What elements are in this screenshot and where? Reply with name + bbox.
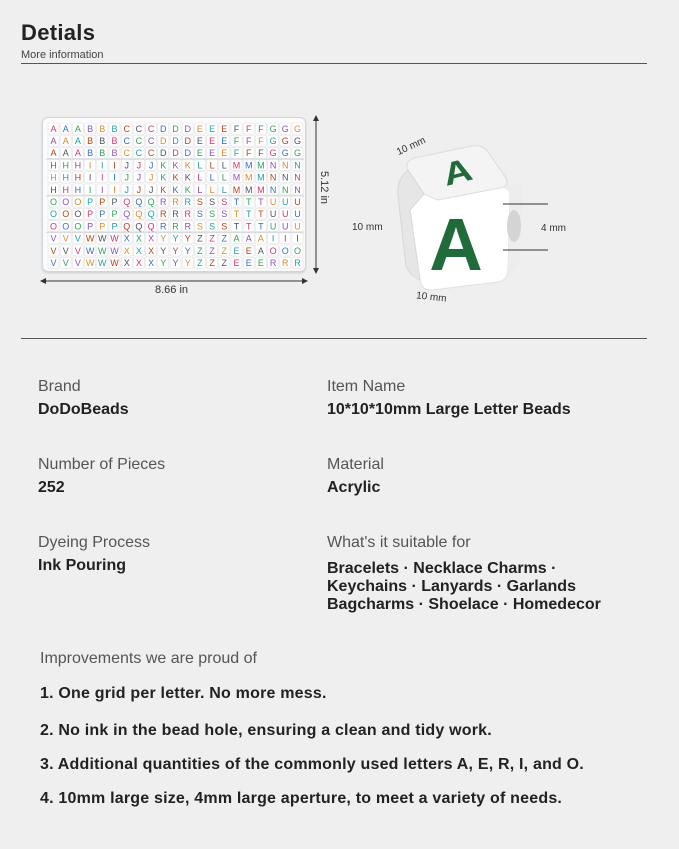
- bead-letter: H: [62, 160, 69, 171]
- bead-letter: U: [282, 197, 289, 207]
- bead-letter: U: [294, 197, 301, 207]
- bead-letter: S: [221, 221, 228, 232]
- bead-letter: V: [62, 258, 69, 268]
- bead-letter: R: [160, 197, 167, 207]
- bead-letter: N: [294, 172, 301, 183]
- bead-letter: W: [85, 245, 95, 256]
- bead-letter: L: [197, 172, 203, 183]
- improvement-item: 4. 10mm large size, 4mm large aperture, to meet a variety of needs.: [40, 790, 563, 807]
- bead-letter: C: [147, 123, 155, 134]
- bead-letter: A: [245, 233, 252, 244]
- bead-letter: S: [221, 197, 228, 207]
- bead-letter: U: [269, 197, 277, 207]
- bead-letter: Q: [147, 221, 155, 232]
- bead-letter: Q: [123, 197, 131, 207]
- bead-letter: F: [258, 136, 264, 146]
- spec-label: Item Name: [327, 378, 406, 395]
- bead-letter: P: [111, 209, 118, 220]
- bead-letter: P: [111, 221, 118, 232]
- bead-letter: E: [221, 148, 228, 159]
- improvement-item: 1. One grid per letter. No more mess.: [40, 685, 327, 702]
- bead-letter: Z: [221, 258, 228, 268]
- bead-top-letter: A: [439, 150, 476, 193]
- bead-letter: D: [172, 136, 179, 146]
- bead-letter: T: [245, 197, 252, 207]
- bead-letter: Q: [135, 221, 143, 232]
- bead-letter: T: [233, 209, 240, 220]
- bead-letter: D: [160, 136, 167, 146]
- bead-letter: A: [62, 148, 69, 159]
- bead-letter: E: [196, 136, 203, 146]
- improvements-title: Improvements we are proud of: [40, 650, 257, 667]
- bead-letter: G: [293, 123, 302, 134]
- bead-letter: W: [85, 233, 95, 244]
- bead-letter: F: [233, 123, 240, 134]
- bead-letter: I: [113, 160, 116, 171]
- bead-letter: K: [160, 160, 167, 171]
- bead-letter: Y: [160, 245, 167, 256]
- bead-letter: D: [172, 123, 179, 134]
- bead-letter: D: [172, 148, 179, 159]
- bead-letter: R: [172, 209, 179, 220]
- bead-letter: E: [209, 136, 216, 146]
- spec-label: What's it suitable for: [327, 534, 471, 551]
- bead-letter: M: [257, 184, 265, 195]
- bead-letter: V: [50, 258, 57, 268]
- bead-letter: I: [113, 184, 116, 195]
- spec-label: Number of Pieces: [38, 456, 166, 473]
- bead-letter: D: [184, 136, 191, 146]
- bead-letter: I: [88, 160, 92, 171]
- bead-letter: B: [111, 148, 118, 159]
- spec-brand: [38, 378, 129, 418]
- bead-letter: X: [148, 245, 155, 256]
- bead-letter: O: [62, 221, 70, 232]
- bead-letter: V: [74, 233, 81, 244]
- bead-letter: J: [148, 160, 154, 171]
- bead-letter: M: [244, 184, 253, 195]
- bead-letter: I: [101, 160, 104, 171]
- bead-letter: C: [123, 148, 130, 159]
- bead-letter: E: [209, 148, 216, 159]
- improvement-item: 2. No ink in the bead hole, ensuring a clean and tidy work.: [40, 722, 492, 739]
- bead-letter: Z: [209, 245, 215, 256]
- bead-letter: N: [269, 172, 277, 183]
- bead-letter: X: [123, 258, 130, 268]
- bead-letter: A: [50, 148, 57, 159]
- bead-letter: A: [74, 123, 81, 134]
- bead-letter: L: [221, 172, 227, 183]
- spec-value-line: Keychains · Lanyards · Garlands: [327, 578, 576, 595]
- bead-letter: I: [284, 233, 287, 244]
- bead-letter: Y: [184, 233, 191, 244]
- bead-top-dimension: 10 mm: [395, 135, 428, 158]
- bead-letter: T: [258, 221, 264, 232]
- bead-letter: J: [136, 184, 142, 195]
- bead-letter: E: [196, 148, 203, 159]
- bead-letter: G: [269, 123, 277, 134]
- bead-letter: E: [245, 258, 252, 268]
- bead-letter: N: [282, 160, 289, 171]
- spec-value: 10*10*10mm Large Letter Beads: [327, 401, 571, 418]
- bead-letter: N: [269, 160, 277, 171]
- bead-letter: J: [148, 172, 154, 183]
- bead-letter: P: [99, 197, 106, 207]
- bead-letter: V: [74, 245, 81, 256]
- bead-letter: D: [160, 148, 167, 159]
- bead-letter: I: [88, 172, 92, 183]
- bead-letter: B: [87, 148, 94, 159]
- bead-letter: A: [50, 136, 57, 146]
- bead-letter: P: [99, 221, 106, 232]
- bead-letter: T: [245, 221, 252, 232]
- bead-letter: C: [123, 136, 130, 146]
- bead-letter: P: [87, 221, 94, 232]
- bead-letter: H: [74, 184, 82, 195]
- bead-letter: Y: [160, 258, 167, 268]
- bead-letter: G: [293, 148, 302, 159]
- bead-letter: P: [87, 209, 94, 220]
- tray-width-label: 8.66 in: [155, 284, 189, 296]
- bead-letter: Y: [184, 245, 191, 256]
- page-subtitle: More information: [21, 49, 104, 61]
- bead-letter: U: [269, 221, 277, 232]
- bead-letter: H: [50, 160, 57, 171]
- bead-letter: I: [101, 172, 104, 183]
- bead-letter: M: [257, 160, 265, 171]
- bead-letter: O: [49, 221, 58, 232]
- bead-letter: I: [113, 172, 116, 183]
- bead-letter: E: [209, 123, 216, 134]
- bead-letter: R: [184, 209, 191, 220]
- bead-letter: O: [74, 209, 82, 220]
- bead-letter: I: [88, 184, 92, 195]
- bead-letter: C: [147, 148, 155, 159]
- bead-hole-dimension: 4 mm: [541, 223, 566, 234]
- bead-letter: P: [87, 197, 94, 207]
- spec-label: Dyeing Process: [38, 534, 151, 551]
- bead-letter: T: [258, 197, 264, 207]
- bead-letter: A: [62, 136, 69, 146]
- bead-letter: H: [74, 172, 82, 183]
- bead-letter: U: [282, 221, 289, 232]
- spec-dyeing: [38, 534, 150, 574]
- bead-letter: Q: [135, 209, 143, 220]
- spec-value-line: Bagcharms · Shoelace · Homedecor: [327, 596, 601, 613]
- bead-letter: V: [62, 245, 69, 256]
- bead-letter: B: [87, 136, 94, 146]
- bead-letter: D: [184, 123, 191, 134]
- bead-letter: L: [209, 172, 215, 183]
- bead-letter: Y: [160, 233, 167, 244]
- bead-letter: K: [160, 184, 167, 195]
- bead-letter: L: [197, 160, 203, 171]
- bead-letter: F: [233, 136, 240, 146]
- bead-letter: S: [209, 221, 216, 232]
- bead-letter: O: [74, 221, 82, 232]
- bead-letter: O: [281, 245, 289, 256]
- bead-left-dimension: 10 mm: [352, 222, 383, 233]
- bead-letter: I: [101, 184, 104, 195]
- bead-letter: Q: [123, 209, 131, 220]
- bead-letter: P: [99, 209, 106, 220]
- bead-letter: L: [209, 160, 215, 171]
- spec-value: DoDoBeads: [38, 401, 129, 418]
- bead-letter: E: [233, 258, 240, 268]
- bead-letter: F: [233, 148, 240, 159]
- bead-letter: M: [244, 160, 253, 171]
- bead-letter: I: [271, 233, 275, 244]
- bead-letter: H: [74, 160, 82, 171]
- bead-letter: L: [197, 184, 203, 195]
- bead-letter: H: [50, 184, 57, 195]
- bead-letter: Q: [135, 197, 143, 207]
- bead-letter: R: [172, 197, 179, 207]
- bead-letter: M: [244, 172, 253, 183]
- bead-letter: B: [87, 123, 94, 134]
- bead-letter: V: [50, 233, 57, 244]
- bead-letter: C: [135, 136, 143, 146]
- bead-letter: S: [221, 209, 228, 220]
- bead-letter: D: [184, 148, 191, 159]
- spec-label: Material: [327, 456, 384, 473]
- bead-letter: S: [196, 209, 203, 220]
- bead-letter: H: [50, 172, 57, 183]
- tray-height-label: 5.12 in: [318, 171, 330, 205]
- bead-letter: N: [294, 160, 301, 171]
- bead-letter: E: [233, 245, 240, 256]
- bead-letter: G: [269, 136, 277, 146]
- middle-divider: [21, 338, 647, 339]
- bead-letter: O: [62, 197, 70, 207]
- spec-pieces: [38, 456, 165, 496]
- bead-letter: Q: [147, 209, 155, 220]
- bead-letter: K: [172, 172, 179, 183]
- bead-letter: N: [269, 184, 277, 195]
- product-figure: [0, 0, 679, 340]
- bead-letter: W: [98, 233, 107, 244]
- bead-letter: P: [111, 197, 118, 207]
- bead-letter: J: [124, 184, 129, 195]
- bead-letter: G: [281, 148, 289, 159]
- bead-letter: S: [196, 197, 203, 207]
- bead-letter: X: [123, 233, 130, 244]
- bead-letter: V: [74, 258, 81, 268]
- bead-letter: M: [232, 184, 241, 195]
- bead-letter: B: [99, 136, 106, 146]
- bead-letter: H: [62, 172, 69, 183]
- bead-letter: O: [293, 245, 302, 256]
- bead-letter: F: [258, 123, 264, 134]
- bead-letter: K: [160, 172, 167, 183]
- bead-letter: U: [269, 209, 277, 220]
- spec-value: Ink Pouring: [38, 557, 126, 574]
- page-title: Detials: [21, 20, 96, 45]
- bead-letter: U: [294, 221, 301, 232]
- bead-letter: I: [296, 233, 299, 244]
- bead-letter: K: [172, 160, 179, 171]
- bead-letter: J: [148, 184, 154, 195]
- spec-material: [327, 456, 384, 496]
- spec-item-name: [327, 378, 571, 418]
- improvement-item: 3. Additional quantities of the commonly used letters A, E, R, I, and O.: [40, 756, 584, 773]
- bead-letter: W: [85, 258, 95, 268]
- bead-letter: B: [99, 123, 106, 134]
- bead-letter: Y: [184, 258, 191, 268]
- bead-front-letter: A: [429, 203, 483, 286]
- bead-letter: N: [282, 184, 289, 195]
- bead-letter: T: [258, 209, 264, 220]
- bead-letter: O: [62, 209, 70, 220]
- bead-letter: W: [110, 245, 119, 256]
- bead-letter: T: [233, 221, 240, 232]
- bead-letter: L: [209, 184, 215, 195]
- bead-bottom-dimension: 10 mm: [415, 290, 448, 305]
- bead-letter: K: [184, 172, 191, 183]
- bead-letter: G: [281, 136, 289, 146]
- bead-letter: J: [124, 160, 129, 171]
- bead-letter: W: [98, 258, 107, 268]
- bead-letter: L: [221, 160, 227, 171]
- bead-letter: O: [269, 245, 277, 256]
- spec-suitable: [327, 534, 601, 613]
- bead-letter: G: [269, 148, 277, 159]
- bead-letter: M: [257, 172, 265, 183]
- bead-letter: D: [160, 123, 167, 134]
- bead-letter: Z: [209, 233, 215, 244]
- bead-letter: K: [184, 160, 191, 171]
- bead-letter: H: [62, 184, 69, 195]
- bead-letter: Z: [221, 245, 228, 256]
- bead-letter: E: [221, 123, 228, 134]
- bead-letter: A: [74, 136, 81, 146]
- bead-letter: M: [232, 160, 241, 171]
- bead-letter: E: [245, 245, 252, 256]
- bead-letter: E: [257, 258, 264, 268]
- bead-letter: C: [135, 123, 143, 134]
- bead-dimension-lines: [0, 0, 679, 340]
- bead-letter: J: [124, 172, 129, 183]
- bead-letter: N: [282, 172, 289, 183]
- spec-value: 252: [38, 479, 65, 496]
- bead-letter: N: [294, 184, 301, 195]
- bead-letter: G: [293, 136, 302, 146]
- bead-letter: E: [221, 136, 228, 146]
- bead-letter: M: [232, 172, 241, 183]
- spec-value-line: Bracelets · Necklace Charms ·: [327, 560, 557, 577]
- bead-letter: F: [258, 148, 264, 159]
- spec-value: Acrylic: [327, 479, 381, 496]
- bead-letter: A: [62, 123, 69, 134]
- bead-letter: V: [62, 233, 69, 244]
- bead-letter: Y: [172, 233, 179, 244]
- bead-letter: G: [281, 123, 289, 134]
- bead-letter: S: [209, 209, 216, 220]
- bead-letter: X: [123, 245, 130, 256]
- bead-letter: W: [98, 245, 107, 256]
- bead-letter: S: [196, 221, 203, 232]
- bead-letter: Q: [147, 197, 155, 207]
- bead-letter: X: [135, 258, 142, 268]
- bead-letter: A: [257, 233, 264, 244]
- bead-letter: Z: [197, 258, 203, 268]
- bead-letter: A: [233, 233, 240, 244]
- bead-letter: X: [148, 258, 155, 268]
- bead-letter: R: [160, 209, 167, 220]
- bead-letter: X: [135, 233, 142, 244]
- bead-letter: R: [269, 258, 277, 268]
- bead-letter: Y: [172, 245, 179, 256]
- bead-letter: E: [196, 123, 203, 134]
- bead-letter: F: [245, 148, 252, 159]
- bead-letter: C: [123, 123, 130, 134]
- bead-letter: R: [294, 258, 301, 268]
- bead-letter: Q: [123, 221, 131, 232]
- bead-letter: W: [110, 233, 119, 244]
- bead-letter: Z: [197, 245, 203, 256]
- bead-letter: Z: [209, 258, 215, 268]
- bead-letter: T: [233, 197, 240, 207]
- bead-letter: T: [245, 209, 252, 220]
- bead-letter: U: [282, 209, 289, 220]
- bead-letter: B: [111, 123, 118, 134]
- bead-letter: F: [245, 136, 252, 146]
- bead-letter: R: [184, 221, 191, 232]
- bead-letter: R: [160, 221, 167, 232]
- bead-letter: U: [294, 209, 301, 220]
- bead-letter: R: [184, 197, 191, 207]
- bead-letter: V: [50, 245, 57, 256]
- bead-letter: A: [257, 245, 264, 256]
- bead-letter: X: [135, 245, 142, 256]
- bead-letter: J: [136, 160, 142, 171]
- bead-letter: C: [135, 148, 143, 159]
- bead-letter: L: [221, 184, 227, 195]
- bead-letter: Z: [197, 233, 203, 244]
- bead-letter: Z: [221, 233, 228, 244]
- bead-letter: B: [111, 136, 118, 146]
- bead-letter: X: [148, 233, 155, 244]
- spec-label: Brand: [38, 378, 81, 395]
- bead-letter: C: [147, 136, 155, 146]
- bead-letter: K: [172, 184, 179, 195]
- bead-letter: J: [136, 172, 142, 183]
- bead-letter: K: [184, 184, 191, 195]
- bead-letter: O: [74, 197, 82, 207]
- bead-letter: R: [282, 258, 289, 268]
- bead-letter: R: [172, 221, 179, 232]
- bead-letter: O: [49, 209, 58, 220]
- bead-letter: B: [99, 148, 106, 159]
- bead-letter: S: [209, 197, 216, 207]
- bead-letter: W: [110, 258, 119, 268]
- bead-letter: A: [74, 148, 81, 159]
- bead-letter: O: [49, 197, 58, 207]
- bead-letter: F: [245, 123, 252, 134]
- bead-letter: A: [50, 123, 57, 134]
- bead-letter: Y: [172, 258, 179, 268]
